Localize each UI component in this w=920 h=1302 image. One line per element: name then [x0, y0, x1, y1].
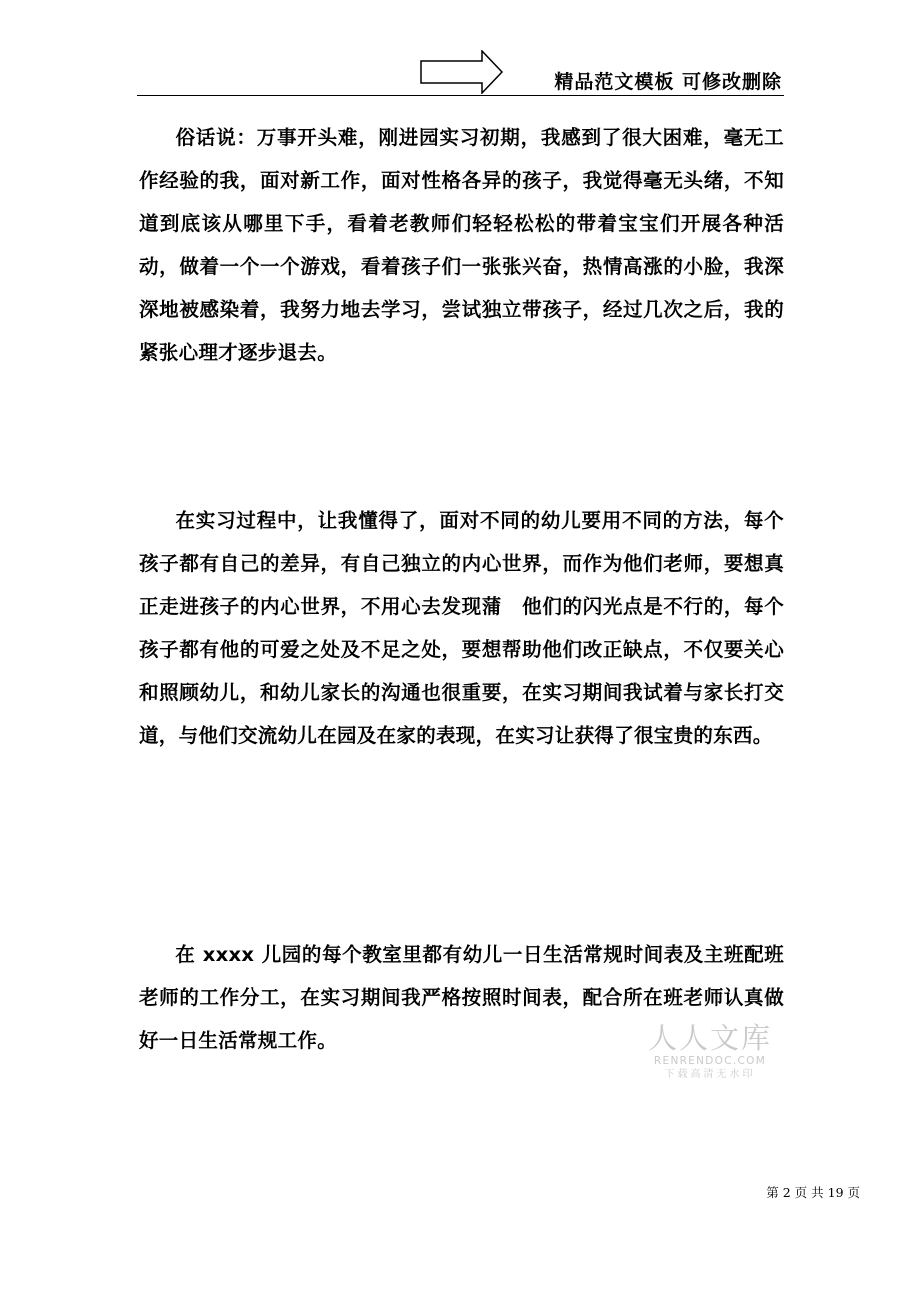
- watermark-note: 下载高清无水印: [664, 1069, 756, 1080]
- watermark-site: RENRENDOC.COM: [653, 1055, 767, 1067]
- paragraph-3-text: 在 xxxx 儿园的每个教室里都有幼儿一日生活常规时间表及主班配班老师的工作分工，在实习期间我严格按照时间表，配合所在班老师认真做好一日生活常规工作。: [139, 943, 784, 1052]
- page-number: 第 2 页 共 19 页: [766, 1185, 860, 1200]
- header-rule: [137, 95, 784, 96]
- watermark-logo-text: 人人文库: [647, 1021, 772, 1055]
- paragraph-2: [139, 499, 784, 757]
- page-header: [137, 50, 784, 98]
- watermark: [645, 1022, 775, 1082]
- header-title: 精品范文模板 可修改删除: [554, 71, 782, 93]
- paragraph-2-text: 在实习过程中，让我懂得了，面对不同的幼儿要用不同的方法，每个孩子都有自己的差异，有自己独立的内心世界，而作为他们老师，要想真正走进孩子的内心世界，不用心去发现蒲 他们的闪光点是不行的，每个孩子都有他的可爱之处及不足之处，要想帮助他们改正缺点，不仅要关心和照顾幼儿，和幼儿家长的沟通也很重要，在实习期间我试着与家长打交道，与他们交流幼儿在园及在家的表现，在实习让获得了很宝贵的东西。: [139, 509, 784, 747]
- arrow-right-outline-icon: [420, 50, 504, 94]
- paragraph-1-text: 俗话说：万事开头难，刚进园实习初期，我感到了很大困难，毫无工作经验的我，面对新工作，面对性格各异的孩子，我觉得毫无头绪，不知道到底该从哪里下手，看着老教师们轻轻松松的带着宝宝们开展各种活动，做着一个一个游戏，看着孩子们一张张兴奋，热情高涨的小脸，我深深地被感染着，我努力地去学习，尝试独立带孩子，经过几次之后，我的紧张心理才逐步退去。: [139, 126, 784, 364]
- paragraph-1: [139, 116, 784, 374]
